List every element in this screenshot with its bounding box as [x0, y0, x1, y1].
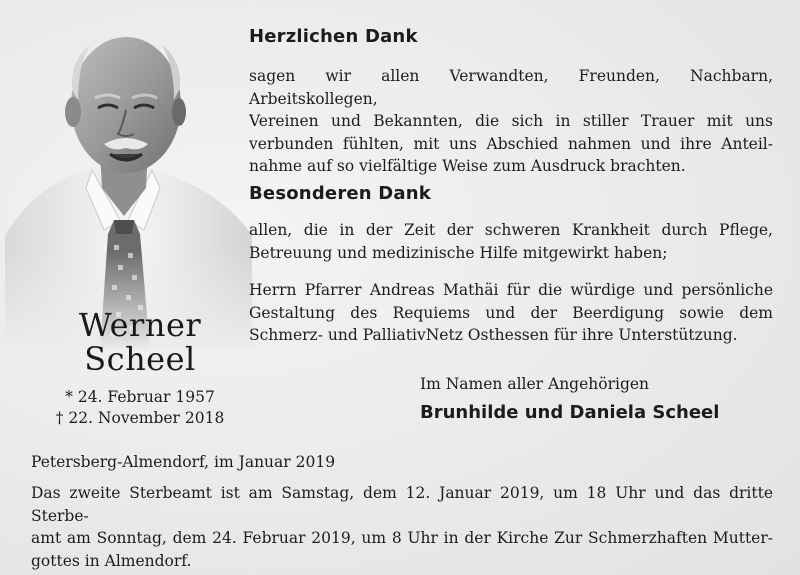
special-thanks-paragraph-2 — [249, 279, 773, 347]
text-line: verbunden fühlten, mit uns Abschied nahmen und ihre Anteil- — [249, 134, 773, 153]
deceased-name — [20, 308, 260, 376]
thanks-paragraph — [249, 65, 773, 178]
text-line: sagen wir allen Verwandten, Freunden, Nachbarn, Arbeitskollegen, — [249, 67, 773, 108]
text-line: nahme auf so vielfältige Weise zum Ausdruck brachten. — [249, 157, 686, 175]
portrait-photo — [0, 20, 255, 350]
birth-date: * 24. Februar 1957 — [65, 388, 215, 406]
text-line: Schmerz- und PalliativNetz Osthessen für ihre Unterstützung. — [249, 326, 738, 344]
place-date: Petersberg-Almendorf, im Januar 2019 — [31, 453, 336, 471]
text-line: Gestaltung des Requiems und der Beerdigung sowie dem — [249, 303, 773, 322]
thanks-heading: Herzlichen Dank — [249, 26, 418, 47]
text-line: amt am Sonntag, dem 24. Februar 2019, um 8 Uhr in der Kirche Zur Schmerzhaften Mutter- — [31, 529, 773, 547]
special-thanks-heading: Besonderen Dank — [249, 183, 431, 204]
text-line: Vereinen und Bekannten, die sich in stiller Trauer mit uns — [249, 112, 773, 130]
life-dates — [20, 387, 260, 429]
text-line: gottes in Almendorf. — [31, 551, 192, 570]
service-notice — [31, 482, 773, 572]
text-line: Das zweite Sterbeamt ist am Samstag, dem 12. Januar 2019, um 18 Uhr und das dritte Sterbe- — [31, 484, 773, 525]
special-thanks-paragraph — [249, 219, 773, 264]
signature-names: Brunhilde und Daniela Scheel — [420, 402, 720, 423]
text-line: allen, die in der Zeit der schweren Krankheit durch Pflege, — [249, 221, 773, 239]
death-date: † 22. November 2018 — [55, 409, 225, 427]
text-line: Herrn Pfarrer Andreas Mathäi für die würdige und persönliche — [249, 281, 773, 299]
last-name: Scheel — [84, 340, 196, 378]
first-name: Werner — [78, 306, 202, 344]
signature-intro: Im Namen aller Angehörigen — [420, 375, 650, 393]
text-line: Betreuung und medizinische Hilfe mitgewirkt haben; — [249, 243, 668, 262]
